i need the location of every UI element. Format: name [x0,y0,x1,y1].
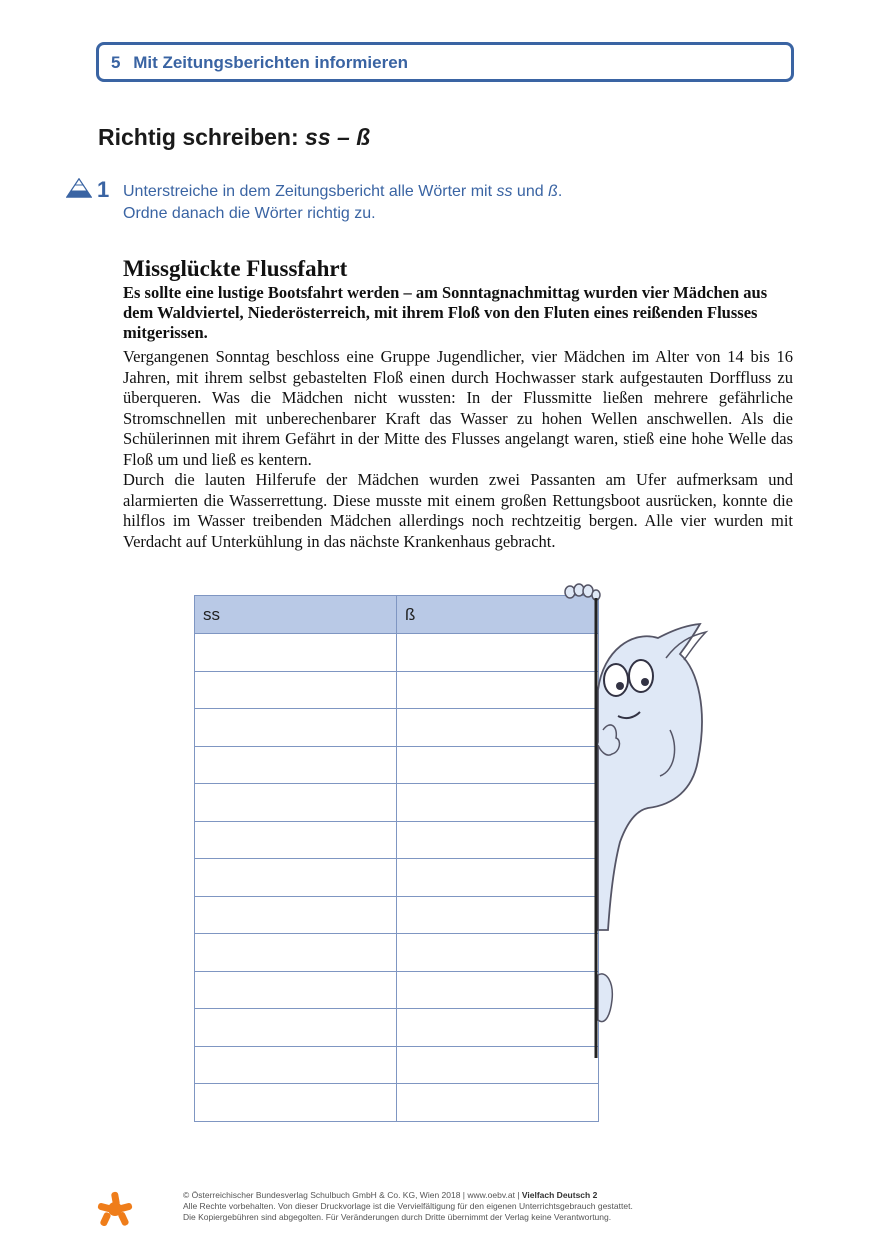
newspaper-article [123,256,793,552]
table-row [195,971,599,1009]
table-row [195,1084,599,1122]
task-ss: ss [496,183,513,200]
table-row [195,934,599,972]
footer [183,1190,783,1223]
ghost-illustration [548,580,718,1060]
task-line-2: Ordne danach die Wörter richtig zu. [123,205,376,222]
section-title [98,124,370,151]
answer-cell-ss[interactable] [195,1046,397,1084]
article-paragraph-2: Durch die lauten Hilferufe der Mädchen wurden zwei Passanten am Ufer aufmerksam und alarmierten die Wasserrettung. Diese musste mit einem großen Rettungsboot ausrücken, konnte die hilflos im Wasser treibenden Mädchen allerdings noch rechtzeitig bergen. Alle vier wurden mit Verdacht auf Unterkühlung in das nächste Krankenhaus gebracht. [123,470,793,551]
answer-cell-ss[interactable] [195,934,397,972]
table-row [195,821,599,859]
answer-cell-ss[interactable] [195,709,397,747]
chapter-number: 5 [111,53,121,72]
article-headline: Missglückte Flussfahrt [123,256,348,281]
table-row [195,859,599,897]
footer-line-1: © Österreichischer Bundesverlag Schulbuch GmbH & Co. KG, Wien 2018 | www.oebv.at | Vielfach Deutsch 2 [183,1190,598,1200]
answer-cell-ss[interactable] [195,896,397,934]
column-header-ss: ss [195,596,397,634]
ghost-tail [598,974,612,1022]
table-row [195,1009,599,1047]
oebv-star-logo [96,1190,134,1228]
answer-cell-ss[interactable] [195,859,397,897]
chapter-title: Mit Zeitungsberichten informieren [133,53,409,72]
task-line-1: Unterstreiche in dem Zeitungsbericht alle Wörter mit ss und ß. [123,183,563,200]
table-row [195,746,599,784]
answer-cell-ss[interactable] [195,784,397,822]
chapter-header [96,42,794,82]
section-title-plain: Richtig schreiben: [98,124,306,150]
task-instruction [123,181,763,225]
task-sz: ß [548,183,558,200]
answer-cell-ss[interactable] [195,1084,397,1122]
table-row [195,1046,599,1084]
ghost-fingers [565,584,600,600]
article-lead: Es sollte eine lustige Bootsfahrt werden – am Sonntagnachmittag wurden vier Mädchen aus dem Waldviertel, Niederösterreich, mit ihrem Floß von den Fluten eines reißenden Flusses mitgerissen. [123,283,768,342]
answer-cell-ss[interactable] [195,746,397,784]
table-row [195,634,599,672]
footer-line-3: Die Kopiergebühren sind abgegolten. Für Veränderungen durch Dritte übernimmt der Verlag keine Verantwortung. [183,1212,612,1222]
table-row [195,671,599,709]
table-header-row [195,596,599,634]
footer-book-title: Vielfach Deutsch 2 [521,1190,598,1200]
task-number: 1 [97,177,110,202]
article-paragraph-1: Vergangenen Sonntag beschloss eine Gruppe Jugendlicher, vier Mädchen im Alter von 14 bis 16 Jahren, mit ihrem selbst gebastelten Floß einen durch Hochwasser stark aufgestauten Dorffluss zu überqueren. Was die Mädchen nicht wussten: In der Flussmitte ließen mehrere gefährliche Stromschnellen mit unberechenbarer Kraft das Wasser zu hohen Wellen anschwellen. Als die Schülerinnen mit ihrem Gefährt in der Mitte des Flusses angelangt waren, stieß eine hohe Welle das Floß um und ließ es kentern. [123,347,793,469]
answer-cell-ss[interactable] [195,634,397,672]
ghost-eye-left [604,664,628,696]
table-row [195,784,599,822]
answer-cell-sz[interactable] [397,1084,599,1122]
answer-cell-ss[interactable] [195,671,397,709]
sorting-table [194,595,599,1122]
pyramid-level-icon [66,178,92,198]
table-row [195,896,599,934]
column-header-sz: ß [397,596,599,634]
footer-line-2: Alle Rechte vorbehalten. Von dieser Druckvorlage ist die Vervielfältigung für den eigenen Unterrichtsgebrauch gestattet. [183,1201,633,1211]
answer-cell-ss[interactable] [195,971,397,1009]
section-title-italic: ss – ß [305,124,371,150]
table-row [195,709,599,747]
ghost-eye-right [629,660,653,692]
answer-cell-ss[interactable] [195,821,397,859]
answer-cell-ss[interactable] [195,1009,397,1047]
